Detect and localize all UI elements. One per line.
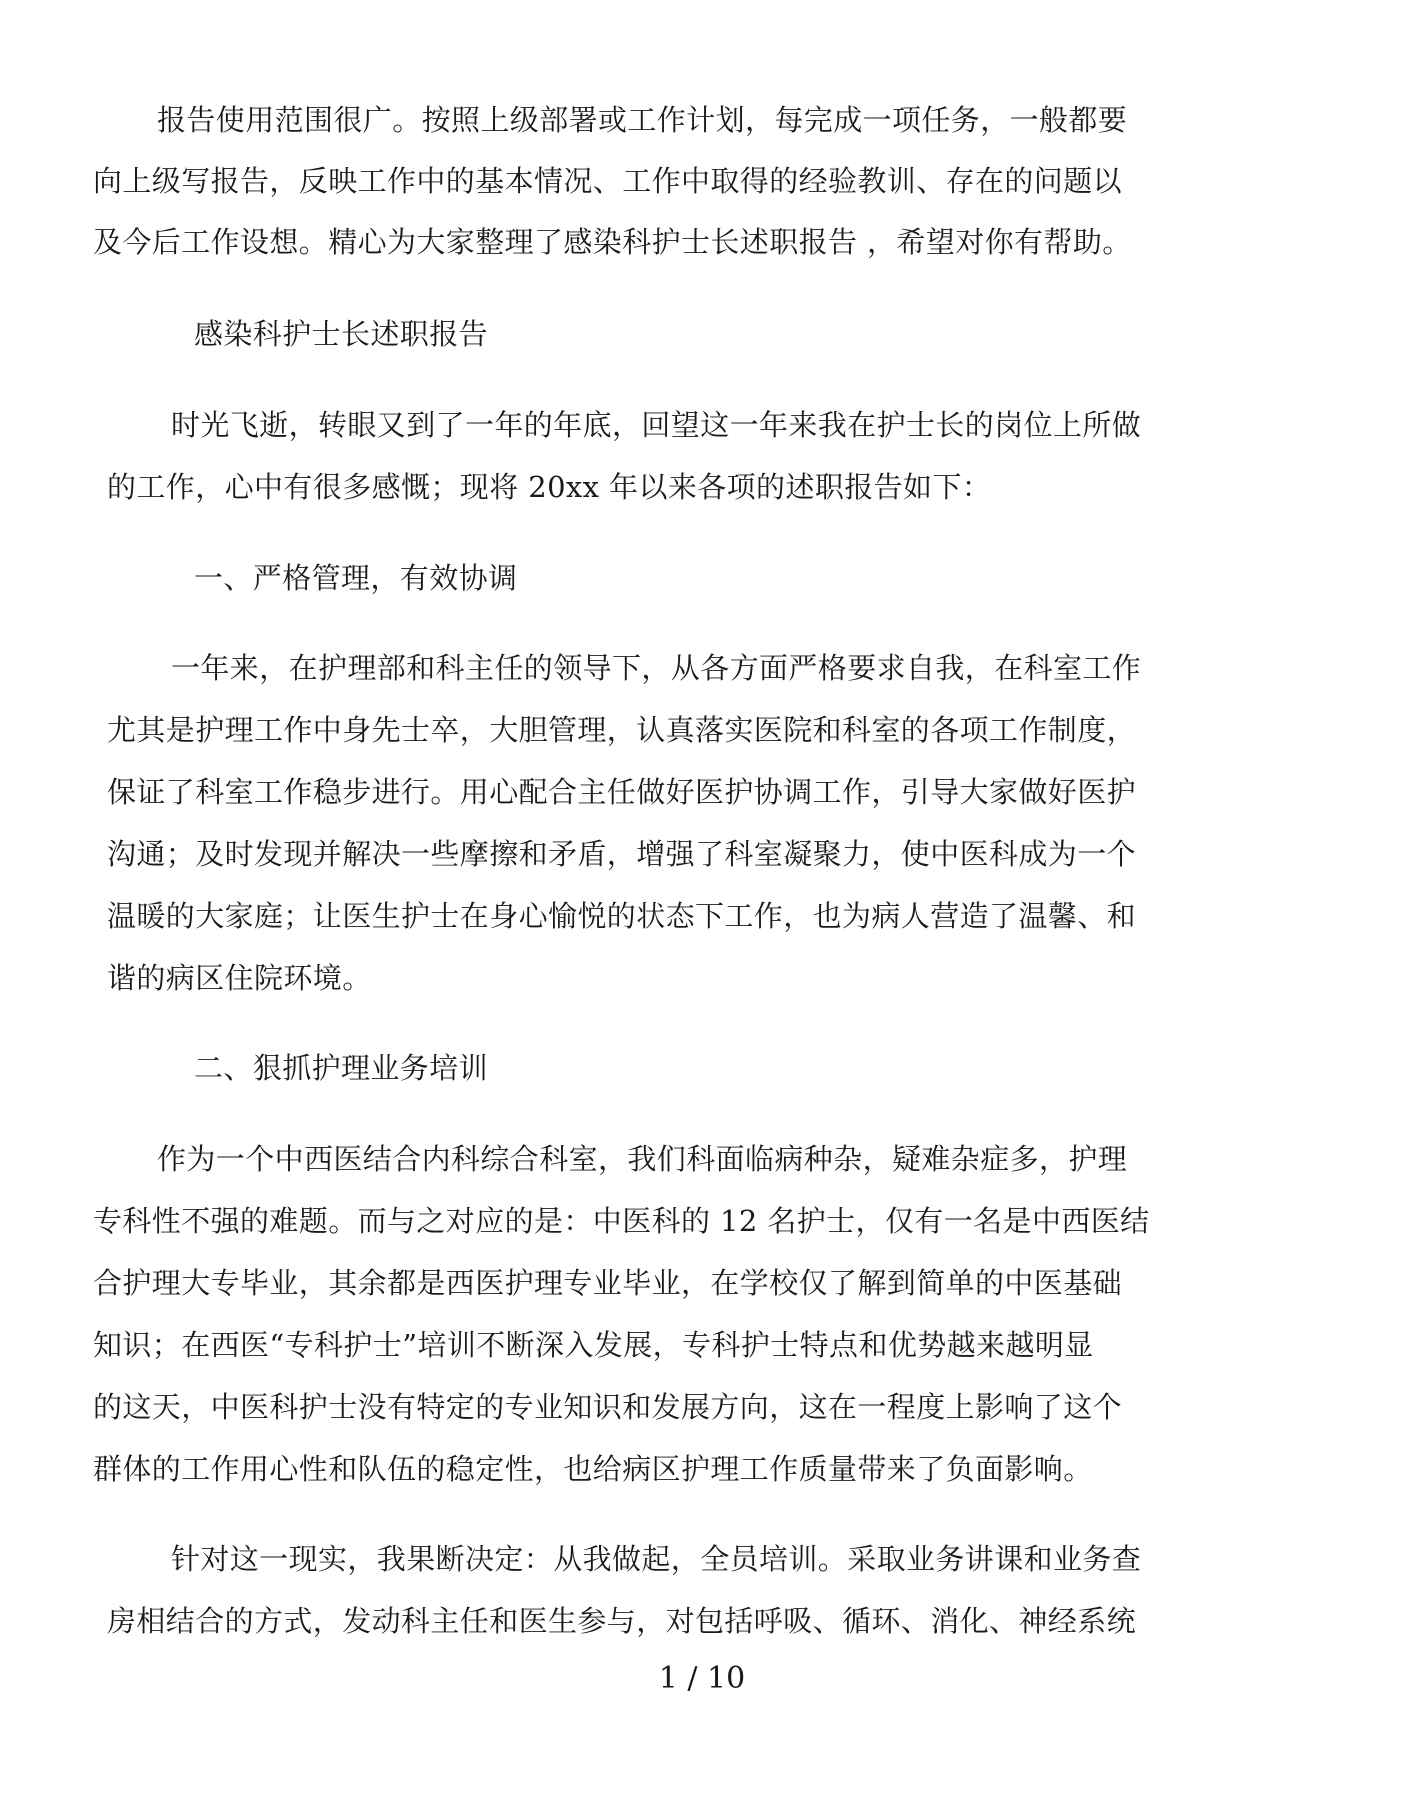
section2-line-3: 合护理大专毕业，其余都是西医护理专业毕业，在学校仅了解到简单的中医基础	[93, 1266, 1123, 1300]
section1-line-2: 尤其是护理工作中身先士卒，大胆管理，认真落实医院和科室的各项工作制度，	[107, 713, 1137, 747]
section2-line-4: 知识；在西医“专科护士”培训不断深入发展，专科护士特点和优势越来越明显	[93, 1328, 1094, 1362]
section1-line-4: 沟通；及时发现并解决一些摩擦和矛盾，增强了科室凝聚力，使中医科成为一个	[107, 837, 1137, 871]
intro-line-2: 向上级写报告，反映工作中的基本情况、工作中取得的经验教训、存在的问题以	[93, 164, 1123, 198]
opening-line-1: 时光飞逝，转眼又到了一年的年底，回望这一年来我在护士长的岗位上所做	[171, 408, 1142, 442]
document-title: 感染科护士长述职报告	[194, 317, 489, 351]
intro-line-3: 及今后工作设想。精心为大家整理了感染科护士长述职报告 ，希望对你有帮助。	[93, 225, 1132, 259]
section1-line-3: 保证了科室工作稳步进行。用心配合主任做好医护协调工作，引导大家做好医护	[107, 775, 1137, 809]
section2-heading: 二、狠抓护理业务培训	[194, 1051, 489, 1085]
section1-heading: 一、严格管理，有效协调	[194, 561, 518, 595]
intro-line-1: 报告使用范围很广。按照上级部署或工作计划，每完成一项任务，一般都要	[157, 103, 1128, 137]
section1-line-5: 温暖的大家庭；让医生护士在身心愉悦的状态下工作，也为病人营造了温馨、和	[107, 899, 1137, 933]
section2-line-5: 的这天，中医科护士没有特定的专业知识和发展方向，这在一程度上影响了这个	[93, 1390, 1123, 1424]
section2-line-6: 群体的工作用心性和队伍的稳定性，也给病区护理工作质量带来了负面影响。	[93, 1452, 1093, 1486]
section2-line-2: 专科性不强的难题。而与之对应的是：中医科的 12 名护士，仅有一名是中西医结	[93, 1204, 1150, 1238]
section2-para2-line-1: 针对这一现实，我果断决定：从我做起，全员培训。采取业务讲课和业务查	[171, 1542, 1142, 1576]
section2-para2-line-2: 房相结合的方式，发动科主任和医生参与，对包括呼吸、循环、消化、神经系统	[107, 1604, 1137, 1638]
section1-line-1: 一年来，在护理部和科主任的领导下，从各方面严格要求自我，在科室工作	[171, 651, 1142, 685]
page-number: 1 / 10	[658, 1661, 746, 1696]
opening-line-2: 的工作，心中有很多感慨；现将 20xx 年以来各项的述职报告如下：	[107, 470, 992, 504]
section2-line-1: 作为一个中西医结合内科综合科室，我们科面临病种杂，疑难杂症多，护理	[157, 1142, 1128, 1176]
section1-line-6: 谐的病区住院环境。	[107, 961, 372, 995]
